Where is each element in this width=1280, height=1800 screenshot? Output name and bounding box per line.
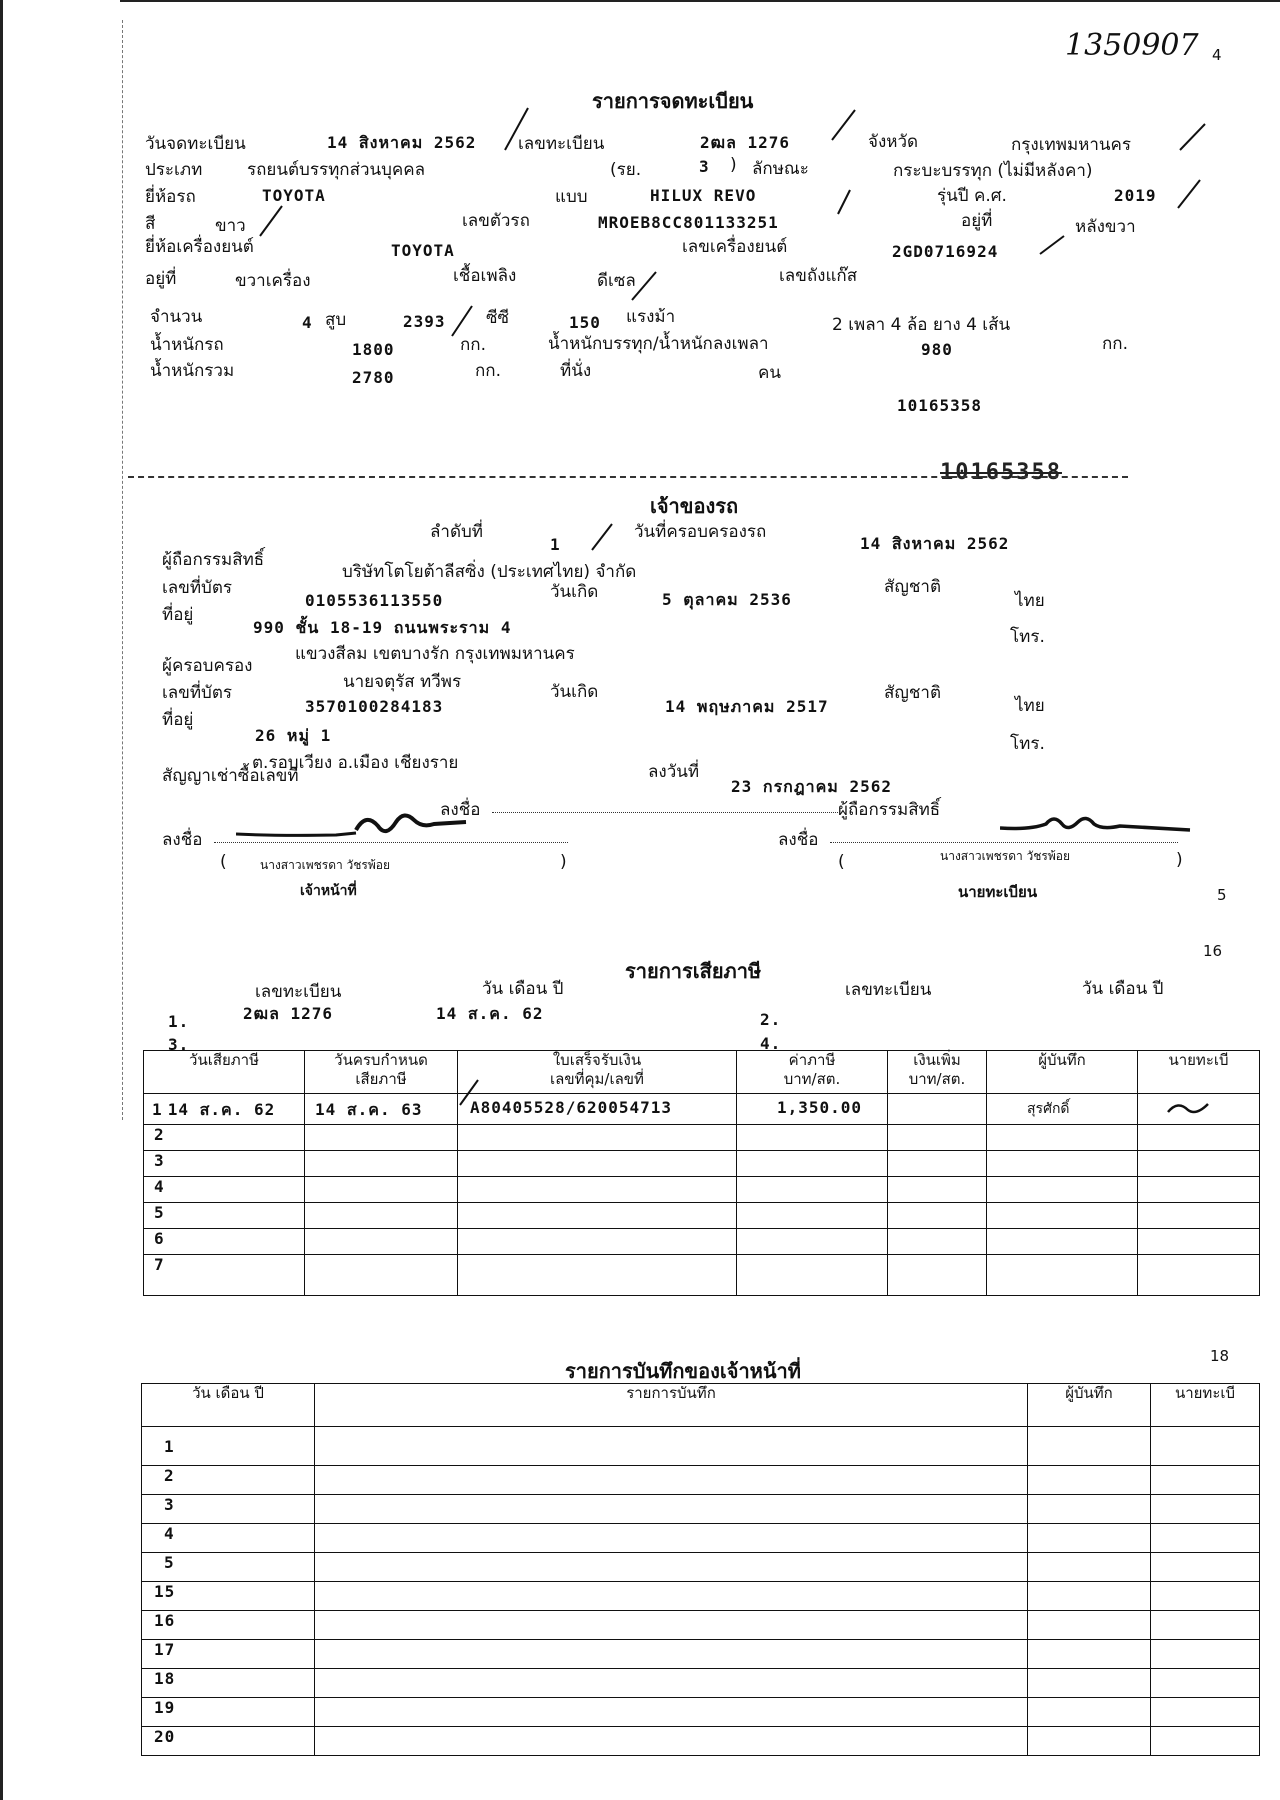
tax-row: 1 14 ส.ค. 62 14 ส.ค. 63 A80405528/620054713 1,350.00 สุรศักดิ์ (144, 1094, 1260, 1125)
officer-left-paren-close: ) (560, 852, 567, 872)
model-value: HILUX REVO (650, 186, 757, 205)
possessor-nationality-value: ไทย (1015, 696, 1045, 716)
holder-birth-label: วันเกิด (550, 582, 599, 602)
gross-unit: กก. (475, 361, 501, 381)
load-unit: กก. (1102, 334, 1128, 354)
tax-col-registrar: นายทะเบี (1138, 1051, 1260, 1094)
province-label: จังหวัด (868, 132, 919, 152)
cylinders-unit: สูบ (325, 310, 347, 330)
possessor-birth-value: 14 พฤษภาคม 2517 (665, 697, 829, 716)
notes-row: 16 (142, 1611, 1260, 1640)
tax-plate-row-1-date: 14 ส.ค. 62 (436, 1004, 544, 1023)
page-mark-16: 16 (1203, 942, 1223, 960)
sign-date-value: 23 กรกฎาคม 2562 (731, 777, 893, 796)
possess-date-value: 14 สิงหาคม 2562 (860, 534, 1010, 553)
notes-row: 17 (142, 1640, 1260, 1669)
engine-position-value: ขวาเครื่อง (235, 271, 311, 291)
weight-value: 1800 (352, 340, 395, 359)
holder-address-label: ที่อยู่ (162, 605, 194, 625)
notes-col-entry: รายการบันทึก (315, 1384, 1028, 1427)
load-label: น้ำหนักบรรทุก/น้ำหนักลงเพลา (548, 334, 769, 354)
sign-date-label: ลงวันที่ (648, 762, 700, 782)
tax-plate-row-3-n: 3. (168, 1035, 190, 1054)
tax-plate-label-1: เลขทะเบียน (255, 982, 342, 1002)
possessor-nationality-label: สัญชาติ (884, 683, 941, 703)
chassis-label: เลขตัวรถ (462, 211, 530, 231)
possessor-address-line1: 26 หมู่ 1 (255, 726, 332, 745)
possessor-label: ผู้ครอบครอง (162, 656, 253, 676)
tax-col-extra: เงินเพิ่ม บาท/สต. (888, 1051, 987, 1094)
hp-unit: แรงม้า (626, 307, 676, 327)
possessor-card-value: 3570100284183 (305, 697, 444, 716)
tax-row: 2 (144, 1125, 1260, 1151)
tax-plate-label-2: เลขทะเบียน (845, 980, 932, 1000)
possessor-birth-label: วันเกิด (550, 682, 599, 702)
type-code-close: ) (730, 155, 737, 175)
notes-col-registrar: นายทะเบี (1151, 1384, 1260, 1427)
tax-row: 7 (144, 1255, 1260, 1296)
model-label: แบบ (555, 187, 588, 207)
body-label: ลักษณะ (752, 159, 809, 179)
reference-number-struck: 10165358 (940, 460, 1062, 485)
notes-row: 18 (142, 1669, 1260, 1698)
registration-title: รายการจดทะเบียน (592, 89, 754, 113)
type-code-open: (รย. (610, 160, 642, 180)
weight-label: น้ำหนักรถ (150, 335, 224, 355)
chassis-position-label: อยู่ที่ (961, 211, 993, 231)
reg-date-value: 14 สิงหาคม 2562 (327, 133, 477, 152)
possessor-tel-label: โทร. (1010, 734, 1045, 754)
cylinders-value: 4 (302, 313, 313, 332)
body-value: กระบะบรรทุก (ไม่มีหลังคา) (893, 161, 1093, 181)
weight-unit: กก. (460, 335, 486, 355)
officer-right-paren-open: ( (838, 852, 845, 872)
fuel-label: เชื้อเพลิง (453, 266, 517, 286)
cc-unit: ซีซี (486, 308, 510, 328)
engine-position-label: อยู่ที่ (145, 269, 177, 289)
notes-table (141, 1383, 1260, 1756)
officer-left-name: นางสาวเพชรดา วัชรพ้อย (260, 858, 391, 872)
tax-plate-row-2-n: 2. (760, 1010, 782, 1029)
year-value: 2019 (1114, 186, 1157, 205)
year-label: รุ่นปี ค.ศ. (937, 186, 1007, 206)
owner-sign-label: ลงชื่อ (440, 800, 481, 820)
officer-left-caption: เจ้าหน้าที่ (300, 883, 357, 899)
notes-row: 4 (142, 1524, 1260, 1553)
tax-table (143, 1050, 1260, 1296)
handwritten-doc-number: 1350907 (1065, 28, 1199, 63)
engine-no-label: เลขเครื่องยนต์ (682, 237, 788, 257)
tax-col-paid: วันเสียภาษี (144, 1051, 305, 1094)
owner-title: เจ้าของรถ (650, 494, 739, 518)
holder-nationality-label: สัญชาติ (884, 577, 941, 597)
tax-date-label-2: วัน เดือน ปี (1082, 979, 1164, 999)
engine-brand-value: TOYOTA (391, 241, 455, 260)
officer-right-caption: นายทะเบียน (958, 883, 1038, 901)
type-code: 3 (699, 157, 710, 176)
cc-value: 2393 (403, 312, 446, 331)
holder-nationality-value: ไทย (1015, 591, 1045, 611)
possessor-address-label: ที่อยู่ (162, 710, 194, 730)
notes-col-recorder: ผู้บันทึก (1028, 1384, 1151, 1427)
holder-address-line2: แขวงสีลม เขตบางรัก กรุงเทพมหานคร (295, 644, 575, 664)
notes-title: รายการบันทึกของเจ้าหน้าที่ (565, 1359, 801, 1383)
seats-label: ที่นั่ง (560, 361, 592, 381)
officer-right-paren-close: ) (1176, 850, 1183, 870)
notes-row: 2 (142, 1466, 1260, 1495)
officer-right-name: นางสาวเพชรดา วัชรพ้อย (940, 849, 1071, 863)
tax-plate-row-1-plate: 2ฒล 1276 (243, 1004, 334, 1023)
color-value: ขาว (215, 216, 246, 236)
brand-value: TOYOTA (262, 186, 326, 205)
holder-label: ผู้ถือกรรมสิทธิ์ (162, 550, 265, 570)
tax-col-amount: ค่าภาษี บาท/สต. (737, 1051, 888, 1094)
type-label: ประเภท (145, 160, 203, 180)
notes-col-date: วัน เดือน ปี (142, 1384, 315, 1427)
scan-margin-line (122, 20, 123, 1120)
officer-left-signature (236, 800, 566, 850)
province-value: กรุงเทพมหานคร (1011, 135, 1132, 155)
chassis-value: MROEB8CC801133251 (598, 213, 779, 232)
officer-right-sign-label: ลงชื่อ (778, 830, 819, 850)
possessor-address-line2: ต.รอบเวียง อ.เมือง เชียงราย (252, 753, 459, 773)
tax-col-due: วันครบกำหนด เสียภาษี (305, 1051, 458, 1094)
axles-value: 2 เพลา 4 ล้อ ยาง 4 เส้น (832, 315, 1011, 335)
holder-value: บริษัทโตโยต้าลีสซิ่ง (ประเทศไทย) จำกัด (342, 562, 637, 582)
page-mark-5: 5 (1217, 886, 1227, 904)
officer-right-signature (1000, 806, 1200, 846)
notes-row: 15 (142, 1582, 1260, 1611)
tax-plate-row-4-n: 4. (760, 1034, 782, 1053)
notes-row: 20 (142, 1727, 1260, 1756)
reference-number: 10165358 (897, 396, 983, 415)
owner-sign-caption: ผู้ถือกรรมสิทธิ์ (838, 800, 941, 820)
plate-label: เลขทะเบียน (518, 134, 605, 154)
gas-tank-label: เลขถังแก๊ส (779, 266, 858, 286)
possessor-card-label: เลขที่บัตร (162, 683, 233, 703)
notes-row: 3 (142, 1495, 1260, 1524)
holder-tel-label: โทร. (1010, 627, 1045, 647)
scan-left-edge (0, 0, 3, 1800)
notes-row: 1 (142, 1427, 1260, 1466)
sequence-label: ลำดับที่ (430, 522, 484, 542)
section-separator (128, 476, 1128, 478)
tax-col-receipt: ใบเสร็จรับเงิน เลขที่คุม/เลขที่ (458, 1051, 737, 1094)
possessor-value: นายจตุรัส ทวีพร (343, 672, 462, 692)
count-label: จำนวน (150, 307, 203, 327)
gross-value: 2780 (352, 368, 395, 387)
holder-card-label: เลขที่บัตร (162, 578, 233, 598)
officer-left-paren-open: ( (220, 852, 227, 872)
seats-unit: คน (758, 363, 781, 383)
type-value: รถยนต์บรรทุกส่วนบุคคล (247, 160, 426, 180)
tax-row: 5 (144, 1203, 1260, 1229)
load-value: 980 (921, 340, 953, 359)
tax-row: 6 (144, 1229, 1260, 1255)
tax-row: 3 (144, 1151, 1260, 1177)
holder-address-line1: 990 ชั้น 18-19 ถนนพระราม 4 (253, 618, 512, 637)
tax-row: 4 (144, 1177, 1260, 1203)
page-mark-4: 4 (1212, 46, 1222, 64)
tax-plate-row-1-n: 1. (168, 1012, 190, 1031)
possess-date-label: วันที่ครอบครองรถ (634, 522, 767, 542)
tax-date-label-1: วัน เดือน ปี (482, 979, 564, 999)
registrar-signature (1138, 1094, 1218, 1118)
officer-left-sign-label: ลงชื่อ (162, 830, 203, 850)
notes-row: 19 (142, 1698, 1260, 1727)
plate-value: 2ฒล 1276 (700, 133, 791, 152)
chassis-position-value: หลังขวา (1075, 217, 1136, 237)
fuel-value: ดีเซล (597, 271, 636, 291)
scan-top-edge (120, 0, 1280, 2)
holder-card-value: 0105536113550 (305, 591, 444, 610)
color-label: สี (145, 214, 156, 234)
brand-label: ยี่ห้อรถ (145, 187, 196, 207)
sequence-value: 1 (550, 535, 561, 554)
hp-value: 150 (569, 313, 601, 332)
reg-date-label: วันจดทะเบียน (145, 134, 246, 154)
notes-row: 5 (142, 1553, 1260, 1582)
tax-col-recorder: ผู้บันทึก (987, 1051, 1138, 1094)
page-mark-18: 18 (1210, 1347, 1230, 1365)
contract-label: สัญญาเช่าซื้อเลขที่ (162, 766, 299, 786)
gross-label: น้ำหนักรวม (150, 361, 235, 381)
engine-no-value: 2GD0716924 (892, 242, 999, 261)
engine-brand-label: ยี่ห้อเครื่องยนต์ (145, 237, 254, 257)
holder-birth-value: 5 ตุลาคม 2536 (662, 590, 792, 609)
tax-title: รายการเสียภาษี (625, 959, 762, 983)
